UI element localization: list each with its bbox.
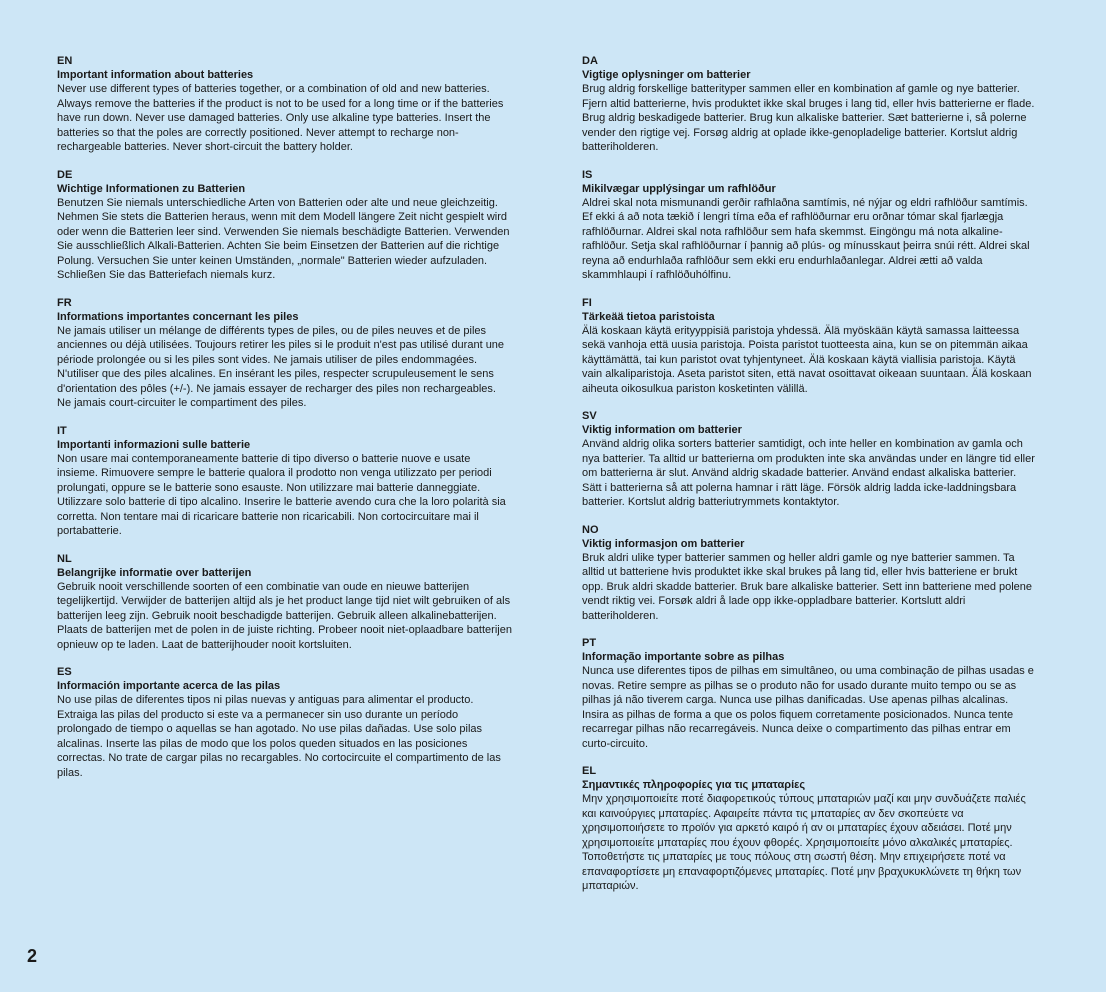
section-title: Importanti informazioni sulle batterie <box>57 438 251 451</box>
left-column <box>57 54 513 793</box>
section-body: Gebruik nooit verschillende soorten of een combinatie van oude en nieuwe batterijen tegelijkertijd. Verwijder de batterijen altijd als je het product lange tijd niet wilt gebruiken of als batterijen leeg zijn. Gebruik nooit beschadigde batterijen. Gebruik alleen alkalinebatterijen. Plaats de batterijen met de polen in de juiste richting. Probeer nooit niet-oplaadbare batterijen opnieuw op te laden. Laat de batterijhouder nooit kortsluiten. <box>57 580 512 651</box>
section-body: Non usare mai contemporaneamente batterie di tipo diverso o batterie nuove e usate insieme. Rimuovere sempre le batterie qualora il prodotto non venga utilizzato per periodi prolungati, oppure se le batterie sono esauste. Non utilizzare mai batterie danneggiate. Utilizzare solo batterie di tipo alcalino. Inserire le batterie avendo cura che la loro polarità sia corretta. Non tentare mai di ricaricare batterie non ricaricabili. Non cortocircuitare mai il portabatterie. <box>57 452 506 537</box>
language-code: DA <box>582 55 598 67</box>
section-title: Vigtige oplysninger om batterier <box>582 69 751 81</box>
section-title: Viktig information om batterier <box>582 424 742 436</box>
section-title: Informação importante sobre as pilhas <box>582 651 785 663</box>
section-body: Nunca use diferentes tipos de pilhas em simultâneo, ou uma combinação de pilhas usadas e novas. Retire sempre as pilhas se o produto não for usado durante muito tempo ou se as pilhas já não tiverem carga. Nunca use pilhas danificadas. Use apenas pilhas alcalinas. Insira as pilhas de forma a que os polos fiquem corretamente posicionados. Nunca tente recarregar pilhas não recarregáveis. Nunca deixe o compartimento das pilhas entrar em curto-circuito. <box>582 665 1034 750</box>
section-title: Mikilvægar upplýsingar um rafhlöður <box>582 182 776 195</box>
section-pt <box>582 636 1038 751</box>
section-body: Bruk aldri ulike typer batterier sammen og heller aldri gamle og nye batterier sammen. Ta alltid ut batteriene hvis produktet ikke skal brukes på lang tid, eller hvis batteriene er brukt opp. Bruk aldri skadde batterier. Bruk bare alkaliske batterier. Sett inn batteriene med polene vendt riktig vei. Forsøk aldri å lade opp ikke-oppladbare batterier. Kortslutt aldri batteriholderen. <box>582 551 1033 622</box>
language-code: SV <box>582 410 597 422</box>
section-title: Important information about batteries <box>57 69 254 81</box>
section-body: Benutzen Sie niemals unterschiedliche Arten von Batterien oder alte und neue gleichzeitig. Nehmen Sie stets die Batterien heraus, wenn mit dem Modell längere Zeit nicht gespielt wird oder wenn die Batterien leer sind. Verwenden Sie niemals beschädigte Batterien. Verwenden Sie ausschließlich Alkali-Batterien. Achten Sie beim Einsetzen der Batterien auf die richtige Polung. Versuchen Sie unter keinen Umständen, „normale" Batterien wieder aufzuladen. Schließen Sie das Batteriefach niemals kurz. <box>57 196 510 281</box>
section-body: Never use different types of batteries together, or a combination of old and new batteries. Always remove the batteries if the product is not to be used for a long time or if the batteries have run down. Never use damaged batteries. Only use alkaline type batteries. Insert the batteries so that the poles are correctly positioned. Never attempt to recharge non-rechargeable batteries. Never short-circuit the battery holder. <box>57 83 504 153</box>
section-body: No use pilas de diferentes tipos ni pilas nuevas y antiguas para alimentar el producto. Extraiga las pilas del producto si este va a permanecer sin uso durante un período prolongado de tiempo o aquellas se han agotado. No use pilas dañadas. Use solo pilas alcalinas. Inserte las pilas de modo que los polos queden situados en las posiciones correctas. No trate de cargar pilas no recargables. No cortocircuite el compartimento de las pilas. <box>57 694 501 779</box>
section-es <box>57 665 513 780</box>
section-nl <box>57 552 513 653</box>
language-code: FR <box>57 296 72 309</box>
section-title: Informations importantes concernant les piles <box>57 310 299 323</box>
section-title: Viktig informasjon om batterier <box>582 537 745 550</box>
right-column <box>582 54 1038 907</box>
language-code: DE <box>57 168 73 181</box>
language-code: EL <box>582 765 597 777</box>
page-number: 2 <box>27 946 38 966</box>
section-title: Belangrijke informatie over batterijen <box>57 566 252 579</box>
section-it <box>57 424 513 539</box>
section-body: Brug aldrig forskellige batterityper sammen eller en kombination af gamle og nye batterier. Fjern altid batterierne, hvis produktet ikke skal bruges i lang tid, eller hvis batterierne er flade. Brug aldrig beskadigede batterier. Brug kun alkaliske batterier. Sæt batterierne i, så polerne vender den rigtige vej. Forsøg aldrig at oplade ikke-genopladelige batterier. Kortslut aldrig batteriholderen. <box>582 83 1035 153</box>
section-body: Μην χρησιμοποιείτε ποτέ διαφορετικούς τύπους μπαταριών μαζί και μην συνδυάζετε παλιές και καινούργιες μπαταρίες. Αφαιρείτε πάντα τις μπαταρίες αν δεν σκοπεύετε να χρησιμοποιήσετε το προϊόν για αρκετό καιρό ή αν οι μπαταρίες έχουν αδειάσει. Ποτέ μην χρησιμοποιείτε μπαταρίες που έχουν φθορές. Χρησιμοποιείτε μόνο αλκαλικές μπαταρίες. Τοποθετήστε τις μπαταρίες με τους πόλους στη σωστή θέση. Μην επιχειρήσετε ποτέ να επαναφορτίσετε μη επαναφορτιζόμενες μπαταρίες. Ποτέ μην βραχυκυκλώνετε τη θήκη των μπαταριών. <box>582 793 1026 892</box>
section-title: Tärkeää tietoa paristoista <box>582 310 715 323</box>
section-el <box>582 764 1038 894</box>
language-code: ES <box>57 666 72 678</box>
section-title: Información importante acerca de las pilas <box>57 680 281 692</box>
section-body: Ne jamais utiliser un mélange de différents types de piles, ou de piles neuves et de piles anciennes ou déjà utilisées. Toujours retirer les piles si le produit n'est pas utilisé durant une période prolongée ou si les piles sont vides. Ne jamais utiliser de piles endommagées. N'utiliser que des piles alcalines. En insérant les piles, respecter scrupuleusement le sens d'orientation des pôles (+/-). Ne jamais essayer de recharger des piles non rechargeables. Ne jamais court-circuiter le compartiment des piles. <box>57 324 505 409</box>
language-code: FI <box>582 296 592 309</box>
section-fr <box>57 296 513 411</box>
section-is <box>582 168 1038 283</box>
section-body: Älä koskaan käytä erityyppisiä paristoja yhdessä. Älä myöskään käytä samassa laitteessa sekä vanhoja että uusia paristoja. Poista paristot tuotteesta aina, kun se on pitemmän aikaa käyttämättä, tai kun paristot ovat tyhjentyneet. Älä koskaan käytä viallisia paristoja. Käytä vain alkaliparistoja. Aseta paristot siten, että navat osoittavat oikeaan suuntaan. Älä koskaan aiheuta oikosulkua pariston kosketinten välillä. <box>582 324 1032 395</box>
language-code: IS <box>582 168 593 181</box>
section-en <box>57 54 513 155</box>
section-title: Σημαντικές πληροφορίες για τις μπαταρίες <box>582 779 806 791</box>
section-da <box>582 54 1038 155</box>
section-title: Wichtige Informationen zu Batterien <box>57 182 246 195</box>
language-code: NL <box>57 552 72 565</box>
language-code: PT <box>582 637 597 649</box>
section-de <box>57 168 513 283</box>
language-code: IT <box>57 424 67 437</box>
section-body: Aldrei skal nota mismunandi gerðir rafhlaðna samtímis, né nýjar og eldri rafhlöður samtímis. Ef ekki á að nota tækið í lengri tíma eða ef rafhlöðurnar eru orðnar tómar skal fjarlægja rafhlöðurnar. Aldrei skal nota rafhlöður sem hafa skemmst. Eingöngu má nota alkaline-rafhlöður. Setja skal rafhlöðurnar í þannig að plús- og mínusskaut þeirra snúi rétt. Aldrei skal reyna að endurhlaða rafhlöður sem ekki eru endurhlaðanlegar. Aldrei ætti að valda skammhlaupi í rafhlöðuhólfinu. <box>582 196 1030 281</box>
language-code: EN <box>57 55 73 67</box>
section-no <box>582 523 1038 624</box>
language-code: NO <box>582 523 599 536</box>
section-sv <box>582 409 1038 510</box>
section-fi <box>582 296 1038 397</box>
section-body: Använd aldrig olika sorters batterier samtidigt, och inte heller en kombination av gamla och nya batterier. Ta alltid ur batterierna om produkten inte ska användas under en längre tid eller om batterierna är slut. Använd aldrig skadade batterier. Använd endast alkaliska batterier. Sätt i batterierna så att polerna hamnar i rätt läge. Försök aldrig ladda icke-laddningsbara batterier. Kortslut aldrig batteriutrymmets kontaktytor. <box>582 438 1035 508</box>
